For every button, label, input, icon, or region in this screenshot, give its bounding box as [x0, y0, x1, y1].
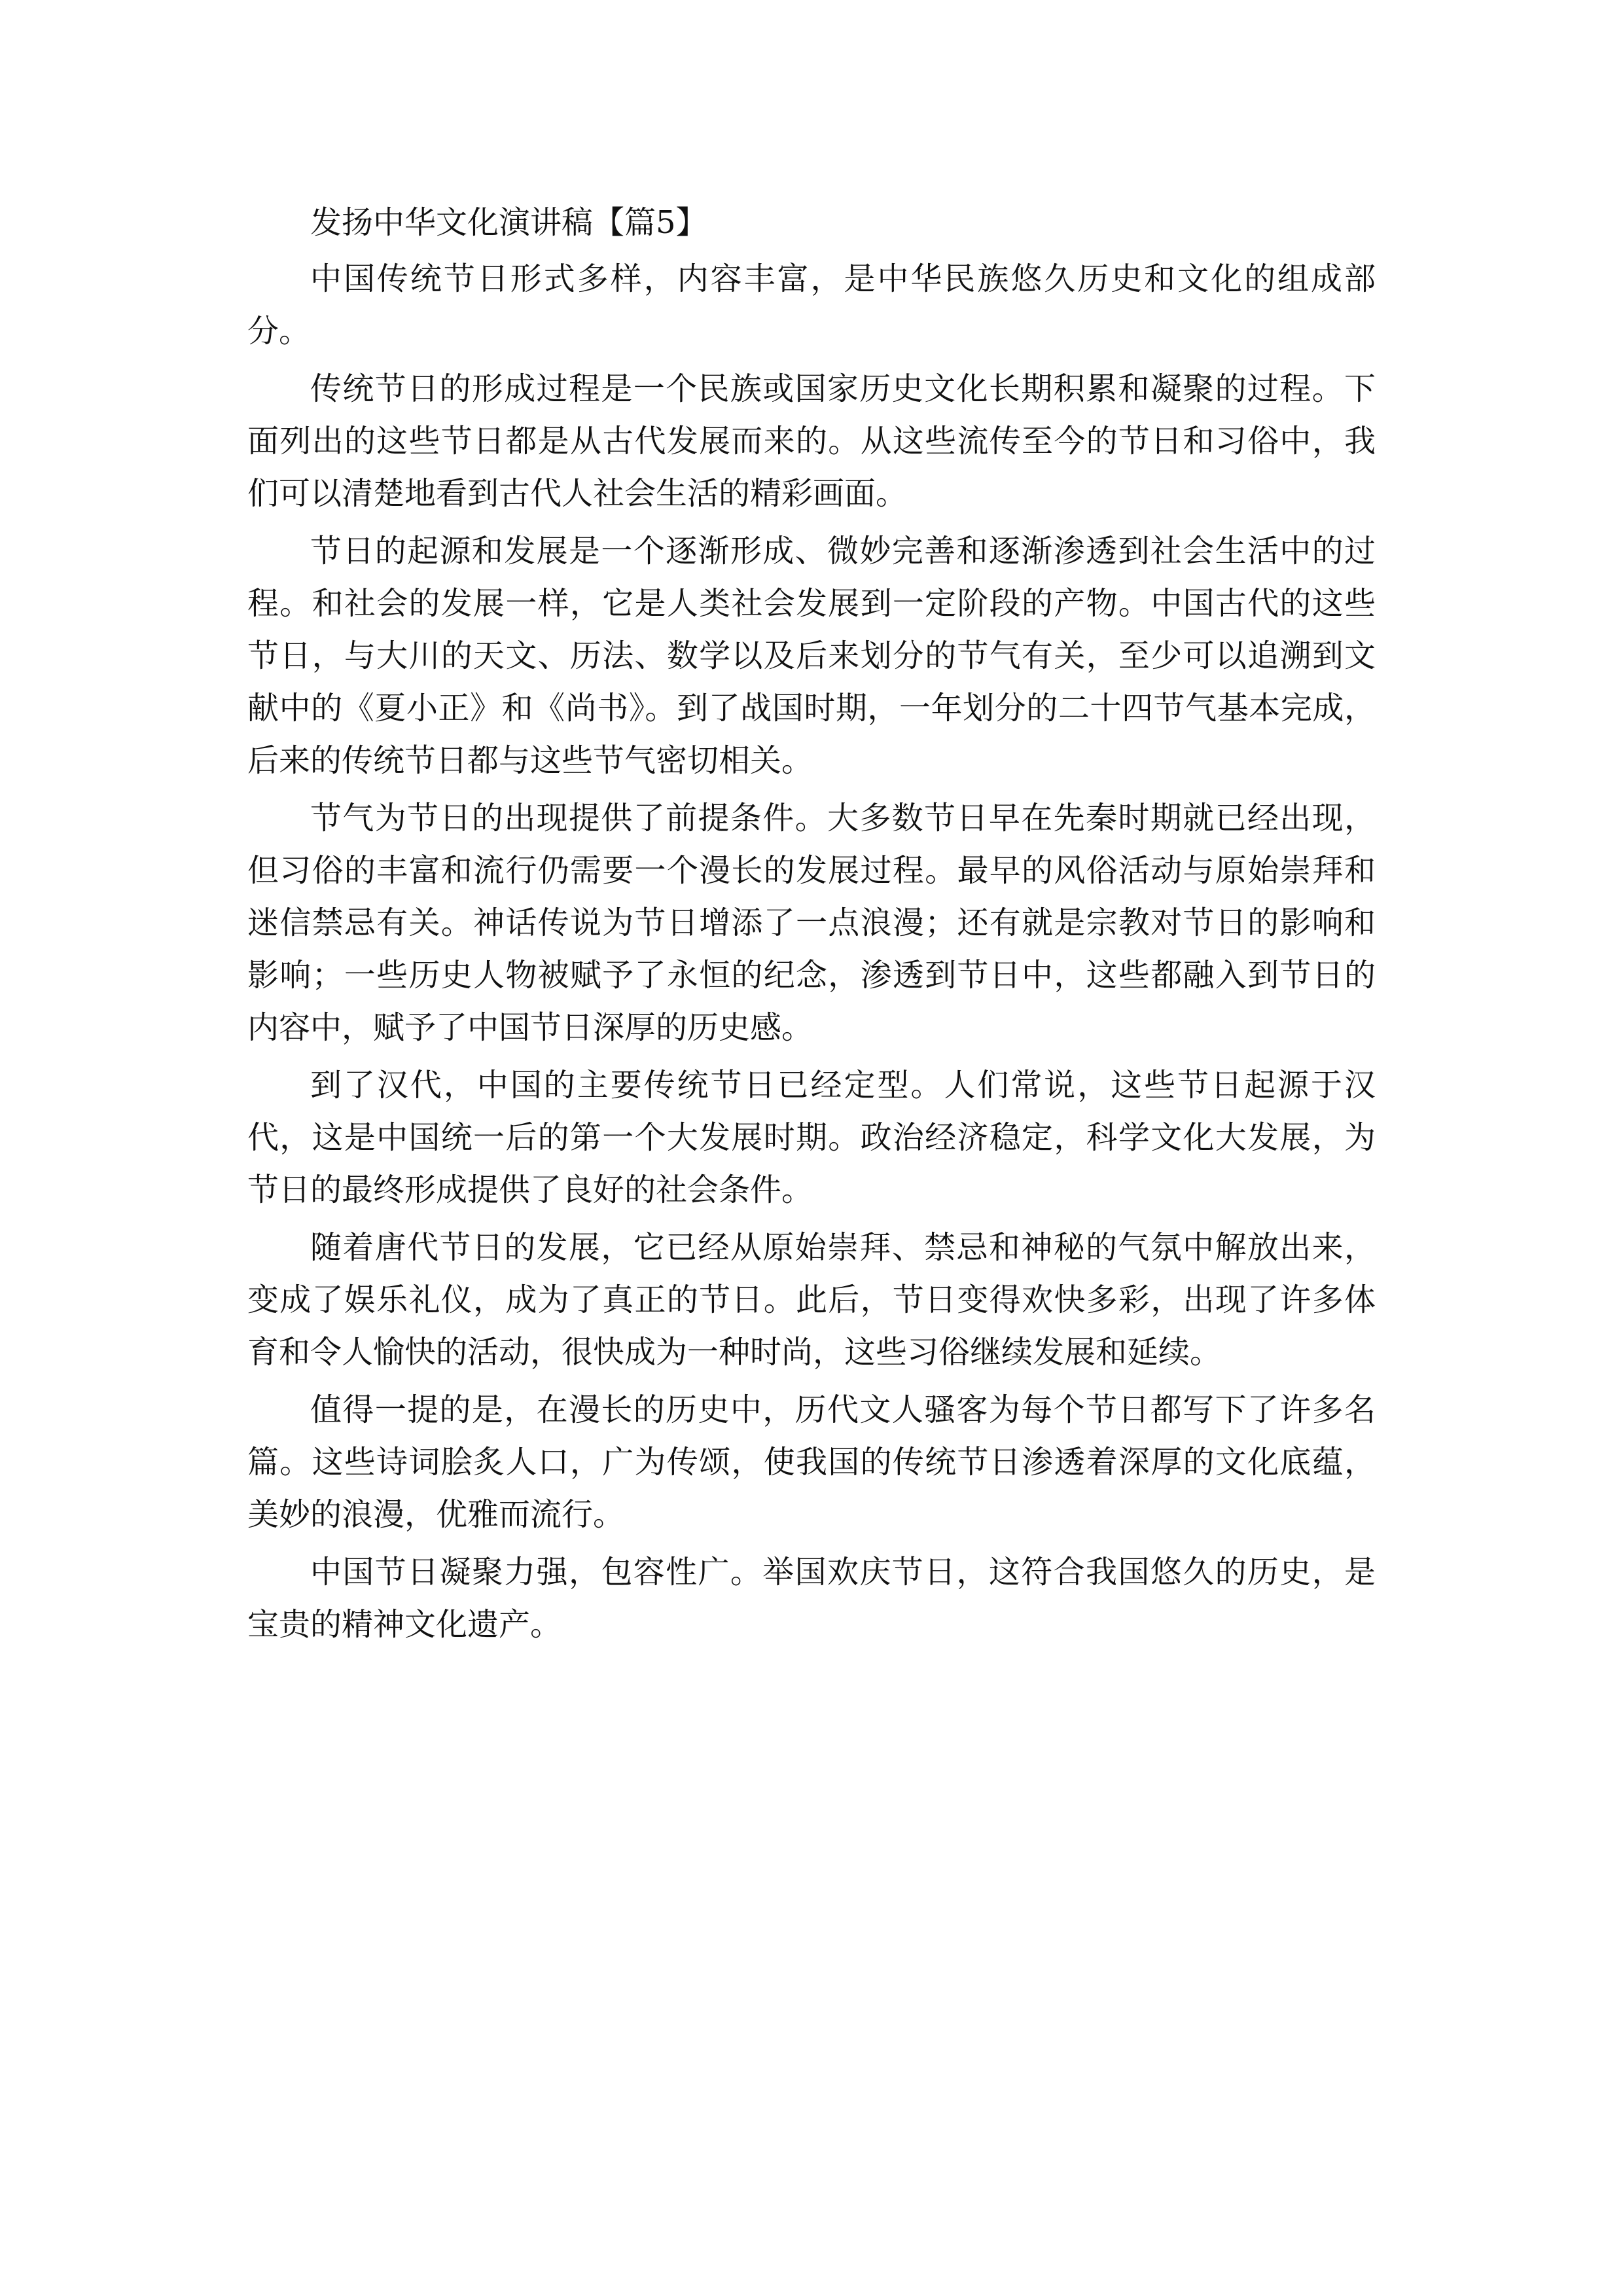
paragraph-1: 中国传统节日形式多样，内容丰富，是中华民族悠久历史和文化的组成部分。 [247, 260, 1376, 350]
document-title: 发扬中华文化演讲稿【篇5】 [310, 204, 707, 241]
paragraph-3: 节日的起源和发展是一个逐渐形成、微妙完善和逐渐渗透到社会生活中的过程。和社会的发展一样，它是人类社会发展到一定阶段的产物。中国古代的这些节日，与大川的天文、历法、数学以及后来划分的节气有关，至少可以追溯到文献中的《夏小正》和《尚书》。到了战国时期，一年划分的二十四节气基本完成，后来的传统节日都与这些节气密切相关。 [247, 533, 1376, 779]
document-body [247, 196, 1376, 1656]
paragraph-5: 到了汉代，中国的主要传统节日已经定型。人们常说，这些节日起源于汉代，这是中国统一后的第一个大发展时期。政治经济稳定，科学文化大发展，为节日的最终形成提供了良好的社会条件。 [247, 1067, 1376, 1208]
paragraph-4: 节气为节日的出现提供了前提条件。大多数节日早在先秦时期就已经出现，但习俗的丰富和流行仍需要一个漫长的发展过程。最早的风俗活动与原始崇拜和迷信禁忌有关。神话传说为节日增添了一点浪漫；还有就是宗教对节日的影响和影响；一些历史人物被赋予了永恒的纪念，渗透到节日中，这些都融入到节日的内容中，赋予了中国节日深厚的历史感。 [247, 800, 1376, 1046]
paragraph-8: 中国节日凝聚力强，包容性广。举国欢庆节日，这符合我国悠久的历史，是宝贵的精神文化遗产。 [247, 1554, 1376, 1643]
paragraph-2: 传统节日的形成过程是一个民族或国家历史文化长期积累和凝聚的过程。下面列出的这些节日都是从古代发展而来的。从这些流传至今的节日和习俗中，我们可以清楚地看到古代人社会生活的精彩画面。 [247, 370, 1376, 512]
paragraph-6: 随着唐代节日的发展，它已经从原始崇拜、禁忌和神秘的气氛中解放出来，变成了娱乐礼仪，成为了真正的节日。此后，节日变得欢快多彩，出现了许多体育和令人愉快的活动，很快成为一种时尚，这些习俗继续发展和延续。 [247, 1229, 1376, 1371]
paragraph-7: 值得一提的是，在漫长的历史中，历代文人骚客为每个节日都写下了许多名篇。这些诗词脍炙人口，广为传颂，使我国的传统节日渗透着深厚的文化底蕴，美妙的浪漫，优雅而流行。 [247, 1391, 1376, 1533]
